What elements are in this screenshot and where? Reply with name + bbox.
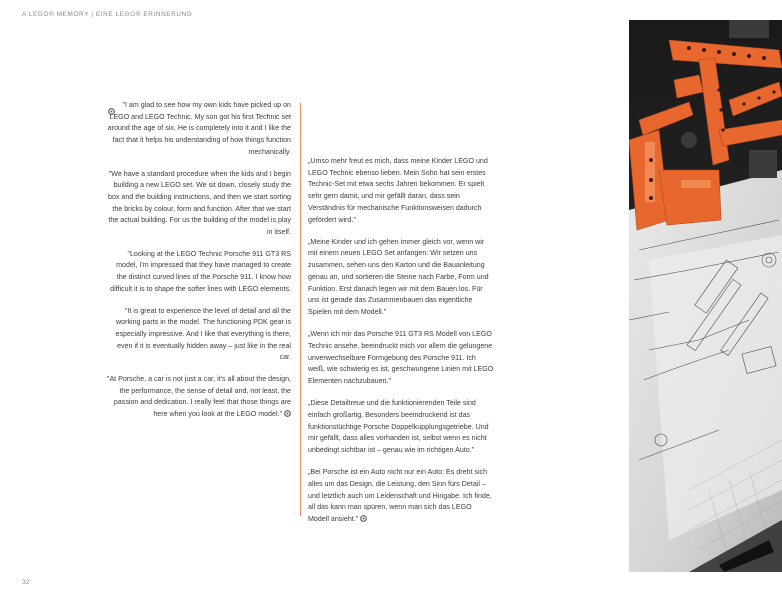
german-paragraph-5-text: „Bei Porsche ist ein Auto nicht nur ein Auto: Es dreht sich alles um das Design, die Leistung, den Sinn fürs Detail – und letztlich auch um Leidenschaft und Hingabe. Ich finde, all das kann man spüren, wenn man sich das LEGO Modell ansieht." xyxy=(308,468,492,523)
english-paragraph-3: "Looking at the LEGO Technic Porsche 911 GT3 RS model, I'm impressed that they have managed to create the distinct curved lines of the Porsche 911. I know how difficult it is to shape the softer lines with LEGO elements. xyxy=(110,249,291,293)
german-paragraph-1: „Umso mehr freut es mich, dass meine Kinder LEGO und LEGO Technic ebenso lieben. Mein Sohn hat sein erstes Technic-Set mit etwa sechs Jahren bekommen. Er spielt sehr gern damit, und mir gefällt daran, dass sein Verständnis für mechanische Funktionsweisen dadurch gefördert wird." xyxy=(308,157,488,224)
running-header: A LEGO® MEMORY | EINE LEGO® ERINNERUNG xyxy=(22,11,193,18)
german-paragraph-2: „Meine Kinder und ich gehen immer gleich vor, wenn wir mit einem neuen LEGO Set anfangen: Wir setzen uns zusammen, sehen uns den Karton und die Bauanleitung genau an, und sortieren die Steine nach Farbe, Form und Funktion. Erst danach legen wir mit dem Bauen los. Für uns ist gerade das Zusammenbauen das eigentliche Spielen mit dem Modell." xyxy=(308,237,489,316)
english-paragraph-4: "It is great to experience the level of detail and all the working parts in the model. The functioning PDK gear is especially impressive. And I like that everything is there, even if it is eventually hidden away – just like in the real car. xyxy=(115,306,291,362)
german-paragraph-5 xyxy=(308,467,494,526)
english-quote-column xyxy=(105,100,291,431)
german-paragraph-3: „Wenn ich mir das Porsche 911 GT3 RS Modell von LEGO Technic ansehe, beeindruckt mich vor allem die gelungene unverwechselbare Formgebung des Porsche 911. Ich weiß, wie schwierig es ist, geschwungene Linien mit LEGO Elementen nachzubauen." xyxy=(308,330,494,385)
german-paragraph-4: „Diese Detailtreue und die funktionierenden Teile sind einfach großartig. Besonders beeindruckend ist das funktionstüchtige Porsche Doppelkupplungsgetriebe. Und mir gefällt, dass alles vorhanden ist, selbst wenn es nicht unbedingt sichtbar ist – genau wie im richtigen Auto." xyxy=(308,399,489,454)
quote-end-icon xyxy=(360,515,367,522)
lego-technic-blueprint-image xyxy=(629,20,782,572)
english-paragraph-2: "We have a standard procedure when the kids and I begin building a new LEGO set. We sit down, closely study the box and the building instructions, and then we start sorting the bricks by colour, form and function. After that we start the actual building. For us the building of the model is play in itself. xyxy=(108,169,291,237)
quote-end-icon xyxy=(284,410,291,417)
german-quote-column xyxy=(308,156,494,536)
page-number: 32 xyxy=(22,579,30,586)
english-paragraph-1: "I am glad to see how my own kids have picked up on LEGO and LEGO Technic. My son got his first Technic set around the age of six. He is completely into it and I like the fact that it helps his understanding of how things function mechanically. xyxy=(107,101,291,156)
column-divider xyxy=(300,103,301,516)
english-paragraph-5 xyxy=(105,374,291,421)
english-paragraph-5-text: "At Porsche, a car is not just a car, it's all about the design, the performance, the sense of detail and, not least, the passion and dedication. I really feel that those things are here when you look at the LEGO model." xyxy=(106,375,291,419)
lego-model-photo xyxy=(629,20,782,572)
